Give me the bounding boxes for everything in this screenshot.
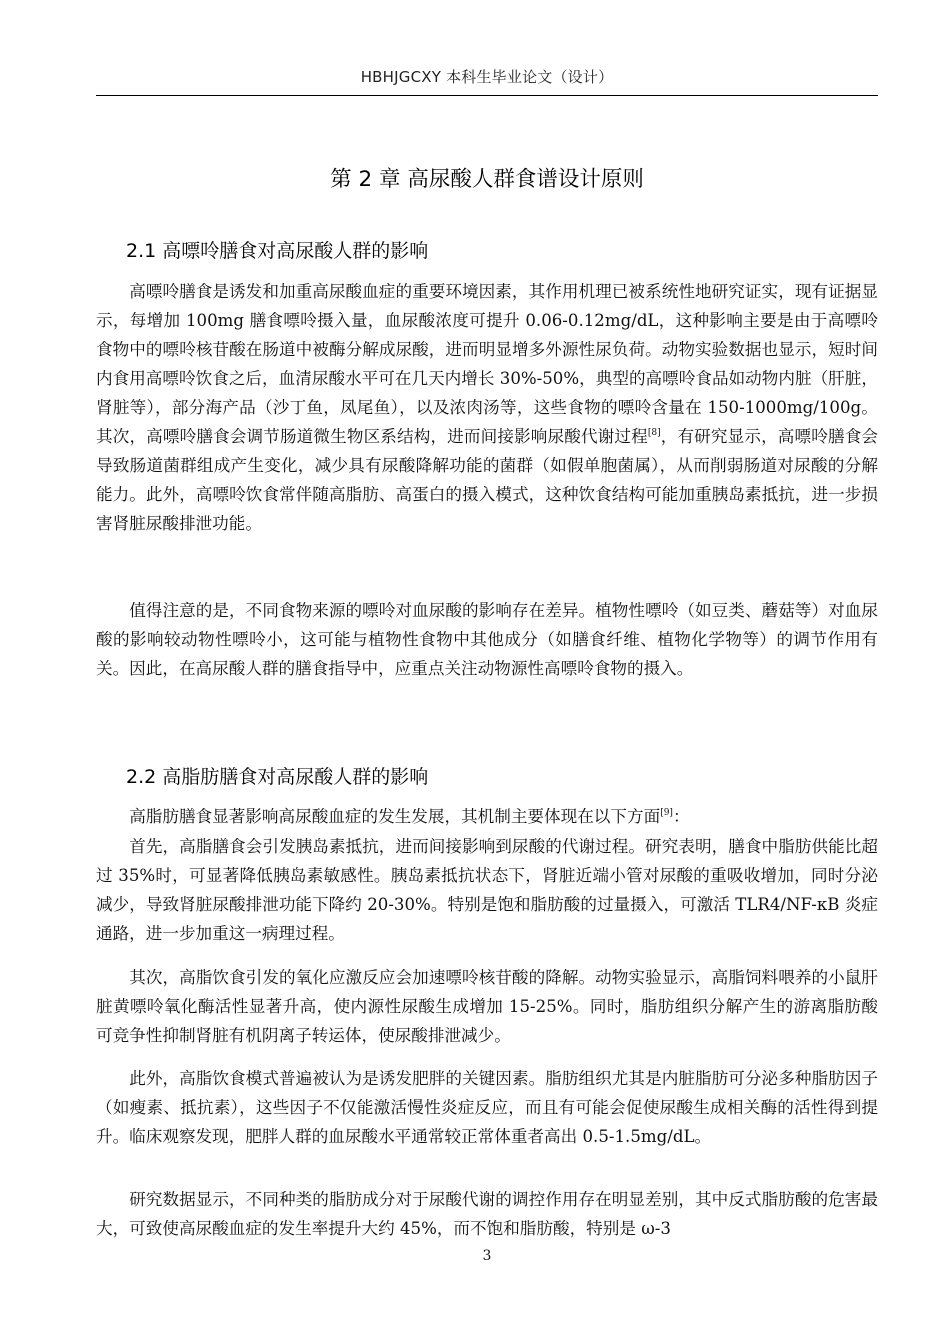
paragraph: 研究数据显示，不同种类的脂肪成分对于尿酸代谢的调控作用存在明显差别，其中反式脂肪酸的危害最大，可致使高尿酸血症的发生率提升大约 45%，而不饱和脂肪酸，特别是 ω-3	[96, 1190, 878, 1238]
section-heading-2-1: 2.1 高嘌呤膳食对高尿酸人群的影响	[126, 240, 429, 262]
paragraph: 值得注意的是，不同食物来源的嘌呤对血尿酸的影响存在差异。植物性嘌呤（如豆类、蘑菇等）对血尿酸的影响较动物性嘌呤小，这可能与植物性食物中其他成分（如膳食纤维、植物化学物等）的调节作用有关。因此，在高尿酸人群的膳食指导中，应重点关注动物源性高嘌呤食物的摄入。	[96, 601, 878, 678]
paragraph: 其次，高脂饮食引发的氧化应激反应会加速嘌呤核苷酸的降解。动物实验显示，高脂饲料喂养的小鼠肝脏黄嘌呤氧化酶活性显著升高，使内源性尿酸生成增加 15-25%。同时，脂肪组织分解产生的游离脂肪酸可竞争性抑制肾脏有机阴离子转运体，使尿酸排泄减少。	[96, 968, 878, 1045]
paragraph: 高嘌呤膳食是诱发和加重高尿酸血症的重要环境因素，其作用机理已被系统性地研究证实，现有证据显示，每增加 100mg 膳食嘌呤摄入量，血尿酸浓度可提升 0.06-0.12mg/dL，这种影响主要是由于高嘌呤食物中的嘌呤核苷酸在肠道中被酶分解成尿酸，进而明显增多外源性尿负荷。动物实验数据也显示，短时间内食用高嘌呤饮食之后，血清尿酸水平可在几天内增长 30%-50%，典型的高嘌呤食品如动物内脏（肝脏，肾脏等），部分海产品（沙丁鱼，凤尾鱼），以及浓肉汤等，这些食物的嘌呤含量在 150-1000mg/100g。其次，高嘌呤膳食会调节肠道微生物区系结构，进而间接影响尿酸代谢过程[8]，有研究显示，高嘌呤膳食会导致肠道菌群组成产生变化，减少具有尿酸降解功能的菌群（如假单胞菌属），从而削弱肠道对尿酸的分解能力。此外，高嘌呤饮食常伴随高脂肪、高蛋白的摄入模式，这种饮食结构可能加重胰岛素抵抗，进一步损害肾脏尿酸排泄功能。	[96, 282, 879, 533]
citation: [9]	[660, 808, 673, 818]
paragraph: 首先，高脂膳食会引发胰岛素抵抗，进而间接影响到尿酸的代谢过程。研究表明，膳食中脂肪供能比超过 35%时，可显著降低胰岛素敏感性。胰岛素抵抗状态下，肾脏近端小管对尿酸的重吸收增加，同时分泌减少，导致肾脏尿酸排泄功能下降约 20-30%。特别是饱和脂肪酸的过量摄入，可激活 TLR4/NF-κB 炎症通路，进一步加重这一病理过程。	[96, 837, 878, 943]
header-divider	[96, 95, 878, 96]
paragraph: 此外，高脂饮食模式普遍被认为是诱发肥胖的关键因素。脂肪组织尤其是内脏脂肪可分泌多种脂肪因子（如瘦素、抵抗素），这些因子不仅能激活慢性炎症反应，而且有可能会促使尿酸生成相关酶的活性得到提升。临床观察发现，肥胖人群的血尿酸水平通常较正常体重者高出 0.5-1.5mg/dL。	[96, 1069, 878, 1146]
citation: [8]	[647, 428, 661, 438]
running-header: HBHJGCXY 本科生毕业论文（设计）	[360, 68, 614, 86]
page-number: 3	[482, 1248, 492, 1264]
section-heading-2-2: 2.2 高脂肪膳食对高尿酸人群的影响	[126, 766, 429, 788]
paragraph: 高脂肪膳食显著影响高尿酸血症的发生发展，其机制主要体现在以下方面[9]：	[129, 807, 690, 826]
chapter-title: 第 2 章 高尿酸人群食谱设计原则	[330, 167, 644, 192]
